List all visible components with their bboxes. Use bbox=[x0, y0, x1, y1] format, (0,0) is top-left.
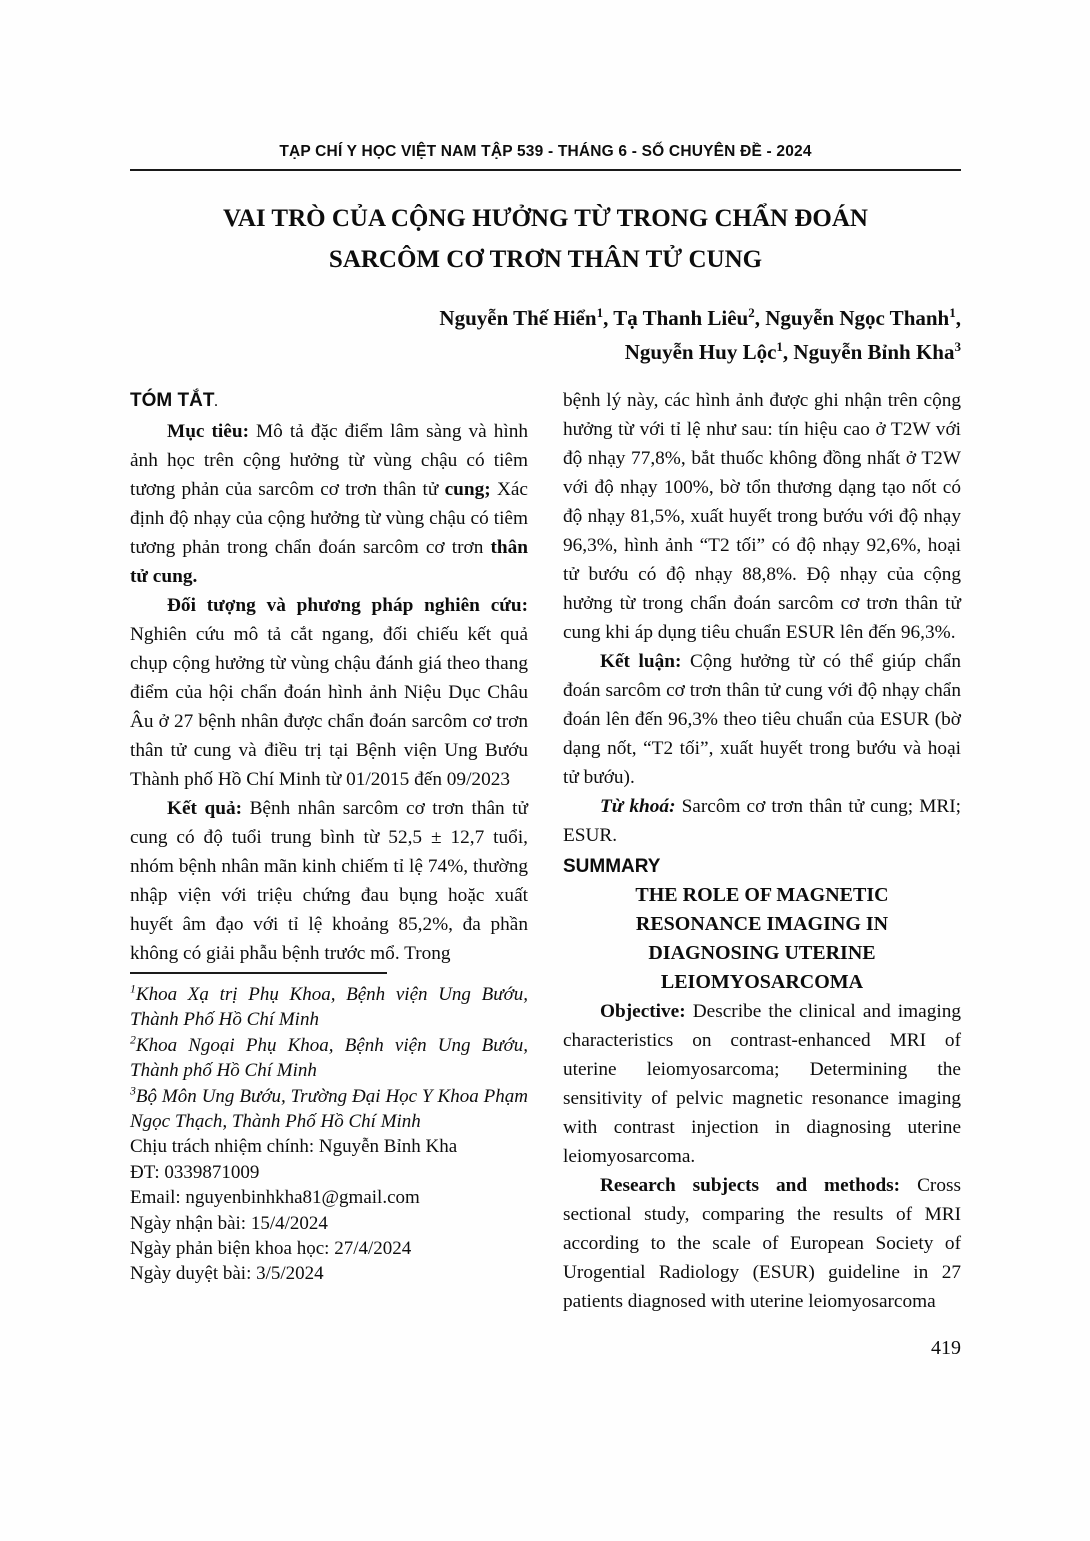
summary-title-line-4: LEIOMYOSARCOMA bbox=[660, 971, 864, 993]
abstract-objective-paragraph: Mục tiêu: Mô tả đặc điểm lâm sàng và hình ảnh học trên cộng hưởng từ vùng chậu có tiêm tương phản của sarcôm cơ trơn thân tử cung; Xác định độ nhạy của cộng hưởng từ vùng chậu có tiêm tương phản trong chẩn đoán sarcôm cơ trơn thân tử cung. bbox=[130, 421, 528, 587]
summary-title-line-2: RESONANCE IMAGING IN bbox=[635, 913, 889, 935]
authors-block bbox=[130, 301, 961, 369]
authors-line-1: Nguyễn Thế Hiển$^1$, Tạ Thanh Liêu$^2$, Nguyễn Ngọc Thanh$^1$, bbox=[439, 305, 961, 330]
article-title-line-2: SARCÔM CƠ TRƠN THÂN TỬ CUNG bbox=[328, 246, 763, 273]
footnote-received-date: Ngày nhận bài: 15/4/2024 bbox=[130, 1212, 328, 1234]
footnote-accepted-date: Ngày duyệt bài: 3/5/2024 bbox=[130, 1263, 324, 1285]
page-number: 419 bbox=[931, 1337, 961, 1359]
footnote-affiliation-1: $^1$Khoa Xạ trị Phụ Khoa, Bệnh viện Ung Bướu, Thành Phố Hồ Chí Minh bbox=[130, 982, 528, 1031]
abstract-results-paragraph: Kết quả: Bệnh nhân sarcôm cơ trơn thân tử cung có độ tuổi trung bình từ 52,5 ± 12,7 tuổi, nhóm bệnh nhân mãn kinh chiếm tỉ lệ 74%, thường nhập viện với triệu chứng đau bụng hoặc xuất huyết âm đạo với tỉ lệ khoảng 85,2%, đa phần không có giải phẫu bệnh trước mổ. Trong bbox=[130, 798, 528, 964]
header-rule bbox=[130, 169, 961, 171]
footnote-block bbox=[130, 972, 528, 1287]
summary-objective-paragraph: Objective: Describe the clinical and imaging characteristics on contrast-enhanced MRI of uterine leiomyosarcoma; Determining the sensitivity of pelvic magnetic resonance imaging with contrast injection in diagnosing uterine leiomyosarcoma. bbox=[563, 1001, 961, 1167]
article-title bbox=[130, 198, 961, 280]
footnote-affiliation-2: $^2$Khoa Ngoại Phụ Khoa, Bệnh viện Ung Bướu, Thành phố Hồ Chí Minh bbox=[130, 1033, 528, 1082]
content bbox=[130, 0, 961, 1316]
footnote-review-date: Ngày phản biện khoa học: 27/4/2024 bbox=[130, 1238, 412, 1260]
summary-methods-paragraph: Research subjects and methods: Cross sectional study, comparing the results of MRI according to the scale of European Society of Urogential Radiology (ESUR) guideline in 27 patients diagnosed with uterine leiomyosarcoma bbox=[563, 1175, 961, 1312]
abstract-conclusion-paragraph: Kết luận: Cộng hưởng từ có thể giúp chẩn đoán sarcôm cơ trơn thân tử cung với độ nhạy chẩn đoán lên đến 96,3% theo tiêu chuẩn của ESUR (bờ dạng nốt, “T2 tối”, xuất huyết trong bướu và hoại tử bướu). bbox=[563, 651, 961, 788]
summary-title-line-1: THE ROLE OF MAGNETIC bbox=[635, 884, 889, 906]
abstract-heading-text: TÓM TẮT bbox=[130, 390, 215, 411]
footnote-email: Email: nguyenbinhkha81@gmail.com bbox=[130, 1187, 420, 1209]
abstract-heading-period: . bbox=[214, 395, 218, 409]
abstract-heading bbox=[130, 386, 528, 417]
summary-title bbox=[563, 881, 961, 997]
left-column bbox=[130, 386, 528, 1316]
body-columns bbox=[130, 386, 961, 1316]
footnote-affiliation-3: $^3$Bộ Môn Ung Bướu, Trường Đại Học Y Khoa Phạm Ngọc Thạch, Thành Phố Hồ Chí Minh bbox=[130, 1084, 528, 1133]
authors-line-2: Nguyễn Huy Lộc$^1$, Nguyễn Bỉnh Kha$^3$ bbox=[624, 339, 961, 364]
journal-header: TẠP CHÍ Y HỌC VIỆT NAM TẬP 539 - THÁNG 6 - SỐ CHUYÊN ĐỀ - 2024 bbox=[279, 143, 812, 160]
footnote-separator-rule bbox=[130, 972, 387, 974]
summary-heading: SUMMARY bbox=[563, 856, 661, 877]
footnote-phone: ĐT: 0339871009 bbox=[130, 1161, 260, 1183]
right-column bbox=[563, 386, 961, 1316]
summary-title-line-3: DIAGNOSING UTERINE bbox=[648, 942, 876, 964]
abstract-keywords-paragraph: Từ khoá: Sarcôm cơ trơn thân tử cung; MRI; ESUR. bbox=[563, 796, 961, 846]
article-title-line-1: VAI TRÒ CỦA CỘNG HƯỞNG TỪ TRONG CHẨN ĐOÁN bbox=[223, 205, 868, 232]
abstract-results-continuation-paragraph: bệnh lý này, các hình ảnh được ghi nhận trên cộng hưởng từ với tỉ lệ như sau: tín hiệu cao ở T2W với độ nhạy 77,8%, bắt thuốc không đồng nhất ở T2W với độ nhạy 100%, bờ tổn thương dạng tạo nốt có độ nhạy 81,5%, xuất huyết trong bướu với độ nhạy 96,3%, hình ảnh “T2 tối” có độ nhạy 92,6%, hoại tử bướu có độ nhạy 88,8%. Độ nhạy của cộng hưởng từ trong chẩn đoán sarcôm cơ trơn thân tử cung khi áp dụng tiêu chuẩn ESUR lên đến 96,3%. bbox=[563, 390, 961, 643]
abstract-methods-paragraph: Đối tượng và phương pháp nghiên cứu: Nghiên cứu mô tả cắt ngang, đối chiếu kết quả chụp cộng hưởng từ vùng chậu đánh giá theo thang điểm của hội chẩn đoán hình ảnh Niệu Dục Châu Âu ở 27 bệnh nhân được chẩn đoán sarcôm cơ trơn thân tử cung và điều trị tại Bệnh viện Ung Bướu Thành phố Hồ Chí Minh từ 01/2015 đến 09/2023 bbox=[130, 595, 528, 790]
footnote-corresponding-author: Chịu trách nhiệm chính: Nguyễn Bỉnh Kha bbox=[130, 1136, 458, 1158]
